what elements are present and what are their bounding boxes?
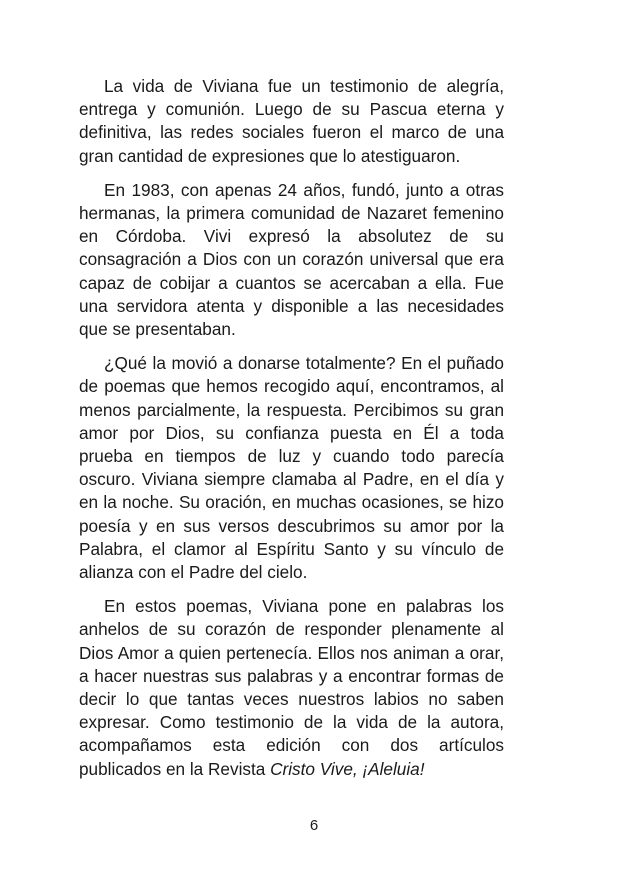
paragraph-4 [79,595,504,781]
paragraph-1: La vida de Viviana fue un testimonio de alegría, entrega y comunión. Luego de su Pascua eterna y definitiva, las redes sociales fueron el marco de una gran cantidad de expresiones que lo atestiguaron. [79,76,504,166]
paragraph-2: En 1983, con apenas 24 años, fundó, junto a otras hermanas, la primera comunidad de Nazaret femenino en Córdoba. Vivi expresó la absolutez de su consagración a Dios con un corazón universal que era capaz de cobijar a cuantos se acercaban a ella. Fue una servidora atenta y disponible a las necesidades que se presentaban. [79,179,504,340]
paragraph-4-text: En estos poemas, Viviana pone en palabras los anhelos de su corazón de responder plenamente al Dios Amor a quien pertenecía. Ellos nos animan a orar, a hacer nuestras sus palabras y a encontrar formas de decir lo que tantas veces nuestros labios no saben expresar. Como testimonio de la vida de la autora, acompañamos esta edición con dos artículos publicados en la Revista [79,596,504,779]
page-body [79,75,504,792]
paragraph-3: ¿Qué la movió a donarse totalmente? En el puñado de poemas que hemos recogido aquí, encontramos, al menos parcialmente, la respuesta. Percibimos su gran amor por Dios, su confianza puesta en Él a toda prueba en tiempos de luz y cuando todo parecía oscuro. Viviana siempre clamaba al Padre, en el día y en la noche. Su oración, en muchas ocasiones, se hizo poesía y en sus versos descubrimos su amor por la Palabra, el clamor al Espíritu Santo y su vínculo de alianza con el Padre del cielo. [79,353,504,583]
magazine-title: Cristo Vive, ¡Aleluia! [270,758,425,779]
page-number: 6 [309,817,319,834]
